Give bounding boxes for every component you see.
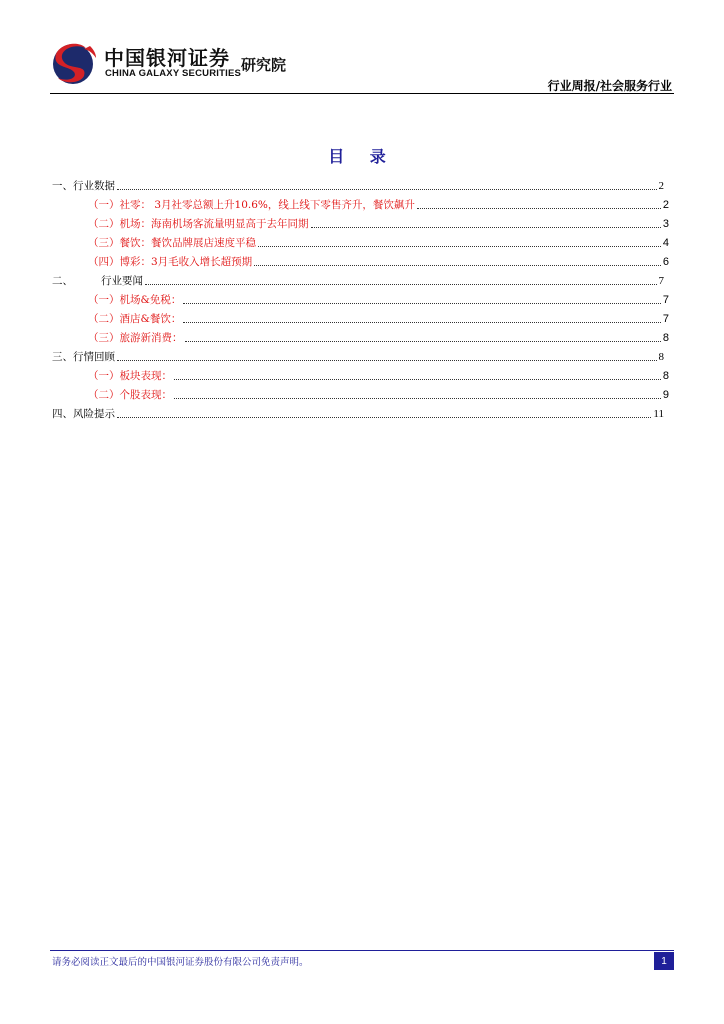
toc-entry[interactable] (52, 269, 664, 288)
toc-entry-number: 四、 (52, 408, 73, 420)
toc-entry-text: 酒店&餐饮： (119, 313, 182, 325)
brand-name-cn: 中国银河证券 (104, 46, 230, 70)
toc-entry[interactable] (88, 212, 669, 231)
toc-entry-text: 旅游新消费： (119, 332, 183, 344)
toc-entry-page: 9 (662, 389, 669, 401)
disclaimer-text: 请务必阅读正文最后的中国银河证券股份有限公司免责声明。 (52, 957, 309, 968)
toc-entry-page: 6 (662, 256, 669, 268)
toc-entry-text: 个股表现： (119, 389, 172, 401)
toc-entry-number: （一） (88, 199, 120, 211)
toc-leader-dots (174, 369, 661, 380)
toc-leader-dots (185, 331, 661, 342)
toc-entry[interactable] (88, 383, 669, 402)
footer-divider (50, 950, 674, 951)
toc-entry-number: （三） (88, 332, 120, 344)
institute-label: 研究院 (241, 56, 287, 74)
toc-entry[interactable] (88, 231, 669, 250)
header-divider (50, 93, 674, 94)
toc-entry-label (88, 389, 172, 402)
toc-entry-number: 一、 (52, 180, 73, 192)
toc-entry-page: 11 (653, 408, 664, 420)
toc-entry[interactable] (88, 307, 669, 326)
toc-entry-label (88, 199, 415, 212)
toc-entry-number: 三、 (52, 351, 73, 363)
toc-entry-page: 7 (658, 275, 664, 287)
toc-title: 目 录 (328, 147, 396, 166)
report-type: 行业周报/社会服务行业 (547, 79, 672, 93)
toc-entry[interactable] (88, 326, 669, 345)
toc-entry-text: 机场&免税： (119, 294, 182, 306)
toc-leader-dots (174, 388, 661, 399)
toc-entry[interactable] (88, 364, 669, 383)
toc-entry-label (88, 370, 172, 383)
toc-entry-text: 板块表现： (119, 370, 172, 382)
brand-name-en: CHINA GALAXY SECURITIES (105, 68, 242, 79)
toc-entry-label (88, 332, 183, 345)
toc-leader-dots (183, 293, 661, 304)
toc-entry-number: （一） (88, 294, 120, 306)
toc-entry-label (88, 237, 256, 250)
toc-entry-number: （二） (88, 389, 120, 401)
toc-entry-label (88, 256, 252, 269)
toc-entry-label (88, 294, 181, 307)
toc-entry-text: 行业要闻 (101, 275, 143, 287)
toc-leader-dots (117, 407, 651, 418)
toc-entry[interactable] (88, 288, 669, 307)
toc-entry-label (52, 408, 115, 421)
toc-entry-number: （一） (88, 370, 120, 382)
toc-leader-dots (145, 274, 657, 285)
toc-entry-text: 行情回顾 (73, 351, 115, 363)
toc-entry-page: 7 (662, 313, 669, 325)
toc-entry-number: （三） (88, 237, 120, 249)
toc-entry[interactable] (88, 250, 669, 269)
toc-leader-dots (311, 217, 661, 228)
toc-leader-dots (254, 255, 661, 266)
toc-entry[interactable] (88, 193, 669, 212)
table-of-contents (52, 174, 672, 421)
toc-entry-label (52, 275, 143, 288)
toc-entry-page: 8 (658, 351, 664, 363)
toc-leader-dots (417, 198, 661, 209)
page-number: 1 (654, 952, 674, 970)
toc-entry-label (88, 313, 181, 326)
toc-entry-number: （四） (88, 256, 120, 268)
toc-entry-number: （二） (88, 313, 120, 325)
toc-entry-label (88, 218, 309, 231)
toc-leader-dots (258, 236, 661, 247)
toc-leader-dots (117, 350, 657, 361)
toc-entry-text: 风险提示 (73, 408, 115, 420)
toc-entry-page: 2 (658, 180, 664, 192)
toc-entry-text: 餐饮：餐饮品牌展店速度平稳 (119, 237, 256, 249)
toc-entry[interactable] (52, 402, 664, 421)
toc-entry-label (52, 180, 115, 193)
toc-leader-dots (117, 179, 657, 190)
toc-entry-page: 4 (662, 237, 669, 249)
toc-entry-page: 3 (662, 218, 669, 230)
toc-entry-text: 机场：海南机场客流量明显高于去年同期 (119, 218, 309, 230)
toc-entry-number: （二） (88, 218, 120, 230)
toc-entry-page: 8 (662, 332, 669, 344)
china-galaxy-logo (50, 40, 100, 86)
toc-entry[interactable] (52, 174, 664, 193)
toc-leader-dots (183, 312, 661, 323)
toc-entry-page: 8 (662, 370, 669, 382)
toc-entry-text: 行业数据 (73, 180, 115, 192)
toc-entry-text: 博彩：3月毛收入增长超预期 (119, 256, 253, 268)
toc-entry[interactable] (52, 345, 664, 364)
toc-entry-label (52, 351, 115, 364)
toc-entry-number: 二、 (52, 275, 73, 287)
toc-entry-text: 社零： 3月社零总额上升10.6%，线上线下零售齐升，餐饮飙升 (119, 199, 415, 211)
toc-entry-page: 7 (662, 294, 669, 306)
toc-entry-page: 2 (662, 199, 669, 211)
